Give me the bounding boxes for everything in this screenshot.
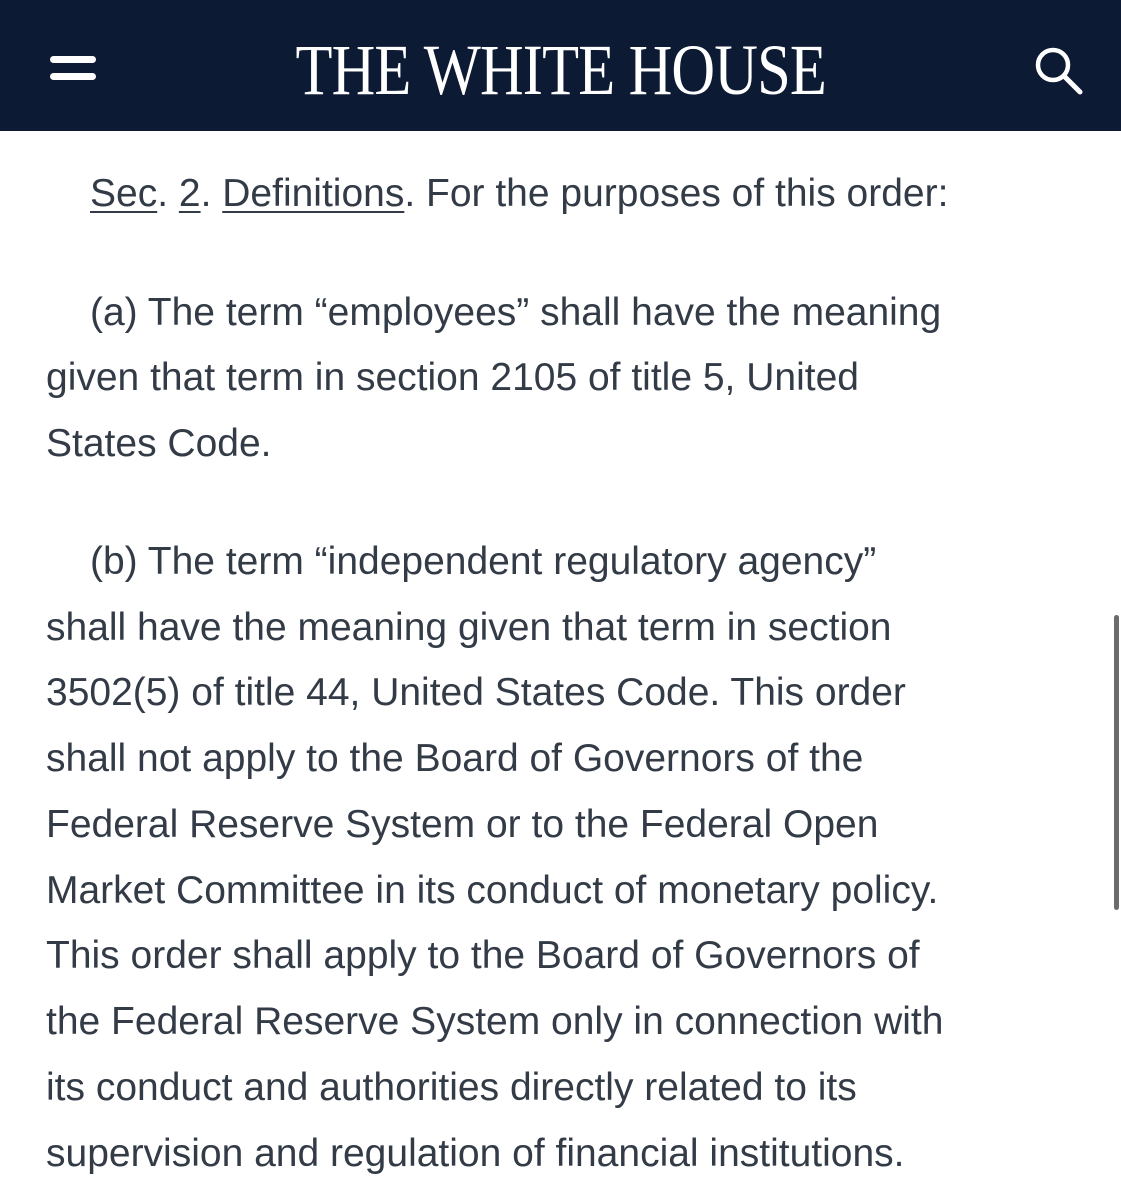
paragraph-line: Market Committee in its conduct of monetary policy.: [46, 869, 939, 912]
search-icon[interactable]: [1030, 42, 1086, 98]
definitions-link[interactable]: Definitions: [222, 172, 405, 215]
section-heading: Sec. 2. Definitions. For the purposes of this order:: [90, 172, 949, 215]
paragraph-line: shall not apply to the Board of Governors of the: [46, 737, 864, 780]
paragraph-line: (a) The term “employees” shall have the meaning: [90, 291, 942, 334]
paragraph-line: the Federal Reserve System only in connection with: [46, 1000, 944, 1043]
paragraph-line: (b) The term “independent regulatory agency”: [90, 540, 877, 583]
site-title[interactable]: THE WHITE HOUSE: [295, 30, 826, 110]
paragraph-line: its conduct and authorities directly related to its: [46, 1066, 857, 1109]
paragraph-line: This order shall apply to the Board of Governors of: [46, 934, 920, 977]
paragraph-line: 3502(5) of title 44, United States Code. This order: [46, 671, 906, 714]
paragraph-line: States Code.: [46, 422, 272, 465]
paragraph-line: shall have the meaning given that term in section: [46, 606, 892, 649]
sec-number-link[interactable]: 2: [178, 172, 201, 215]
paragraph-line: Federal Reserve System or to the Federal Open: [46, 803, 879, 846]
section-intro-text: For the purposes of this order:: [426, 172, 949, 215]
sec-label-link[interactable]: Sec: [90, 172, 158, 215]
scrollbar-thumb[interactable]: [1114, 615, 1119, 910]
paragraph-line: supervision and regulation of financial institutions.: [46, 1132, 905, 1175]
site-header: [0, 0, 1121, 131]
paragraph-line: given that term in section 2105 of title 5, United: [46, 356, 859, 399]
